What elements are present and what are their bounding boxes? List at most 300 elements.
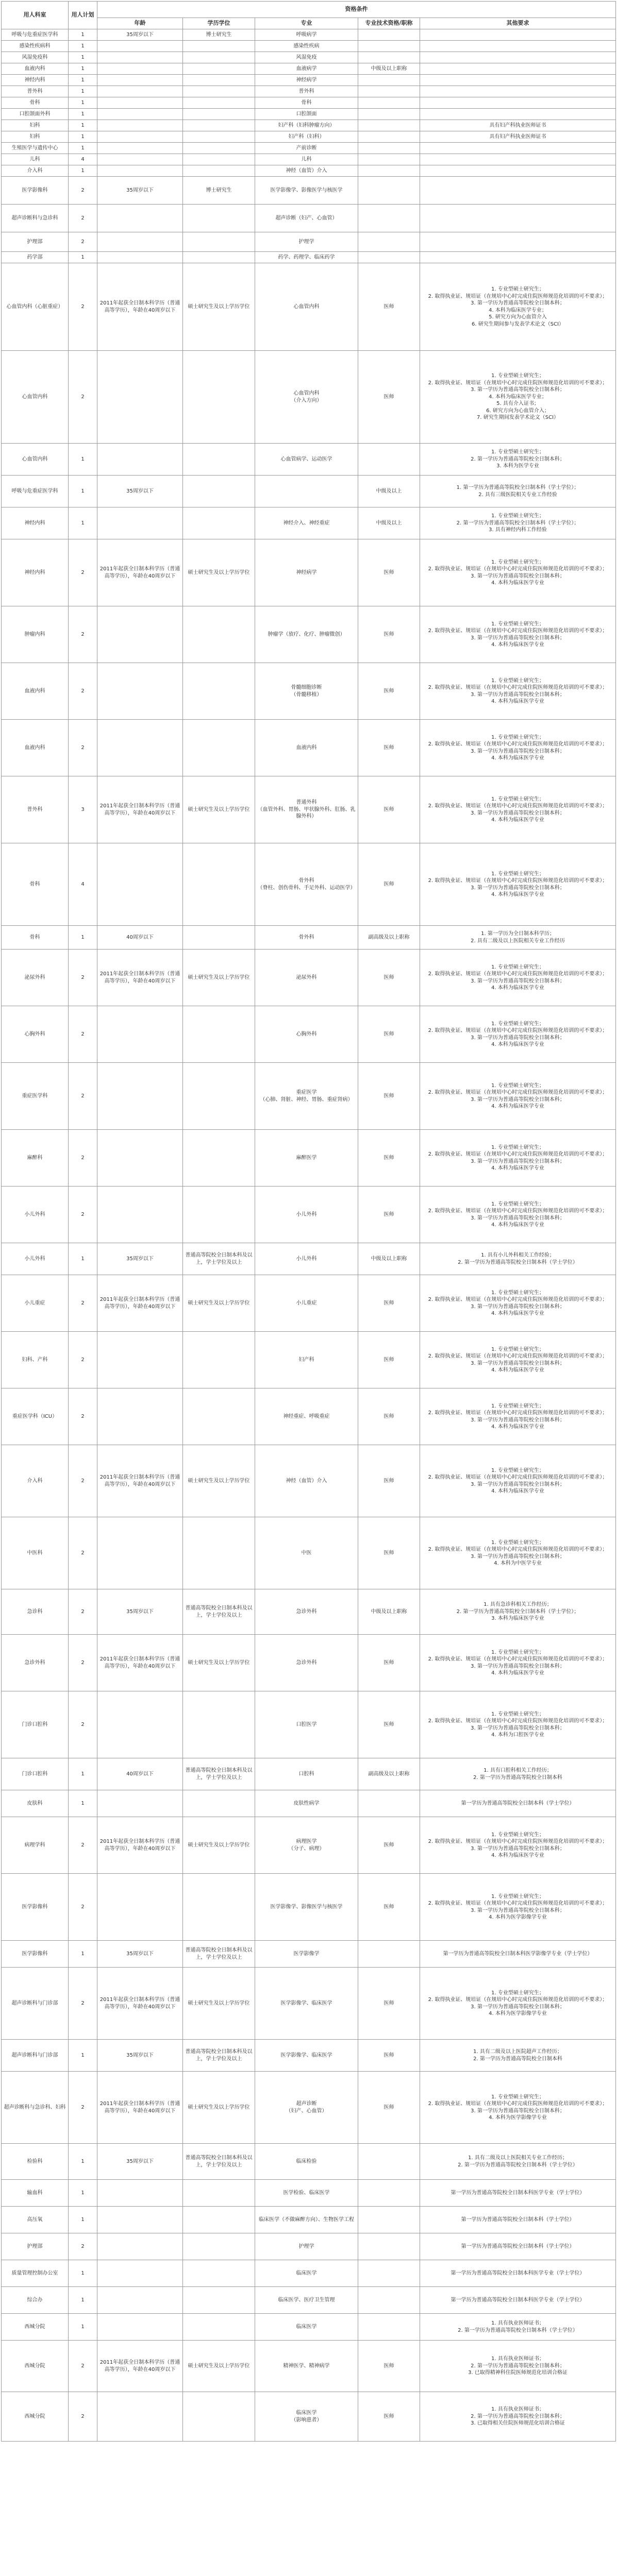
education-cell: [183, 1130, 255, 1187]
count-cell: 1: [69, 41, 97, 52]
age-cell: [97, 1388, 183, 1445]
table-row: [2, 2287, 616, 2314]
major-cell: 精神医学、精神病学: [255, 2341, 358, 2392]
age-cell: 2011年起获全日制本科学历（普通高等学历），年龄在40周岁以下: [97, 539, 183, 606]
table-row: [2, 154, 616, 165]
major-cell: 心血管内科: [255, 263, 358, 351]
count-cell: 1: [69, 1790, 97, 1817]
table-row: [2, 663, 616, 720]
other-cell: 1. 专业型硕士研究生； 2. 取得执业证、规培证（在规培中心时完成住院医师规范化培训的可不要求）； 3. 第一学历为普通高等院校全日制本科； 4. 本科为临床医学专业； 5. 研究方向为心血管介入 6. 研究生期间参与发表学术论文（SCI）: [420, 263, 616, 351]
major-cell: 中医: [255, 1517, 358, 1589]
education-cell: [183, 351, 255, 444]
table-row: [2, 606, 616, 663]
dept-cell: 儿科: [2, 154, 69, 165]
major-cell: 临床医学 （影响患者）: [255, 2392, 358, 2442]
major-cell: 临床医学: [255, 2314, 358, 2341]
education-cell: [183, 2207, 255, 2233]
age-cell: [97, 75, 183, 86]
count-cell: 2: [69, 1445, 97, 1517]
age-cell: 35周岁以下: [97, 177, 183, 205]
table-row: [2, 177, 616, 205]
table-row: [2, 1589, 616, 1635]
education-cell: 硕士研究生及以上学历学位: [183, 1445, 255, 1517]
count-cell: 1: [69, 131, 97, 143]
education-cell: 博士研究生: [183, 29, 255, 41]
title-cell: [358, 2180, 420, 2207]
education-cell: 硕士研究生及以上学历学位: [183, 1635, 255, 1691]
education-cell: 硕士研究生及以上学历学位: [183, 2072, 255, 2144]
education-cell: [183, 131, 255, 143]
major-cell: 口腔科: [255, 1758, 358, 1790]
education-cell: [183, 2180, 255, 2207]
major-cell: 急诊外科: [255, 1635, 358, 1691]
age-cell: [97, 41, 183, 52]
dept-cell: 超声诊断科与门诊部: [2, 1968, 69, 2040]
education-cell: [183, 2314, 255, 2341]
dept-cell: 麻醉科: [2, 1130, 69, 1187]
age-cell: [97, 1063, 183, 1130]
other-cell: [420, 29, 616, 41]
title-cell: [358, 1941, 420, 1968]
age-cell: [97, 252, 183, 263]
education-cell: [183, 1332, 255, 1388]
education-cell: [183, 232, 255, 252]
table-row: [2, 950, 616, 1006]
education-cell: [183, 444, 255, 476]
other-cell: 具有妇产科执业医师证书: [420, 120, 616, 131]
title-cell: [358, 29, 420, 41]
age-cell: [97, 52, 183, 63]
title-cell: 医师: [358, 1275, 420, 1332]
other-cell: 1. 具有急诊科相关工作经历； 2. 第一学历为普通高等院校全日制本科（学士学位）； 3. 本科为临床医学专业: [420, 1589, 616, 1635]
education-cell: [183, 1187, 255, 1243]
age-cell: [97, 606, 183, 663]
recruitment-table: [1, 1, 616, 2442]
table-row: [2, 539, 616, 606]
age-cell: [97, 2287, 183, 2314]
age-cell: [97, 109, 183, 120]
count-cell: 1: [69, 2040, 97, 2072]
age-cell: [97, 131, 183, 143]
major-cell: 小儿外科: [255, 1187, 358, 1243]
other-cell: [420, 75, 616, 86]
age-cell: 35周岁以下: [97, 1941, 183, 1968]
dept-cell: 重症医学科: [2, 1063, 69, 1130]
age-cell: 35周岁以下: [97, 2040, 183, 2072]
title-cell: [358, 154, 420, 165]
major-cell: 泌尿外科: [255, 950, 358, 1006]
title-cell: 医师: [358, 1691, 420, 1758]
major-cell: 感染性疾病: [255, 41, 358, 52]
table-row: [2, 1968, 616, 2040]
age-cell: 2011年起获全日制本科学历（普通高等学历），年龄在40周岁以下: [97, 2341, 183, 2392]
dept-cell: 护理部: [2, 232, 69, 252]
education-cell: 普通高等院校全日制本科及以上，学士学位及以上: [183, 1941, 255, 1968]
count-cell: 2: [69, 232, 97, 252]
header-age: 年龄: [97, 18, 183, 29]
other-cell: [420, 177, 616, 205]
age-cell: 40周岁以下: [97, 926, 183, 950]
age-cell: [97, 2260, 183, 2287]
title-cell: 医师: [358, 843, 420, 926]
table-row: [2, 2392, 616, 2442]
table-row: [2, 351, 616, 444]
count-cell: 2: [69, 2233, 97, 2260]
other-cell: 1. 具有二级及以上医院超声工作经历； 2. 第一学历为普通高等院校全日制本科: [420, 2040, 616, 2072]
title-cell: 医师: [358, 1130, 420, 1187]
major-cell: 妇产科（妇科肿瘤方向）: [255, 120, 358, 131]
major-cell: 产前诊断: [255, 143, 358, 154]
dept-cell: 神经内科: [2, 507, 69, 539]
education-cell: 硕士研究生及以上学历学位: [183, 263, 255, 351]
education-cell: [183, 120, 255, 131]
count-cell: 1: [69, 63, 97, 75]
other-cell: [420, 63, 616, 75]
table-row: [2, 926, 616, 950]
dept-cell: 普外科: [2, 776, 69, 843]
major-cell: 护理学: [255, 2233, 358, 2260]
education-cell: [183, 606, 255, 663]
table-row: [2, 120, 616, 131]
major-cell: 临床检验: [255, 2144, 358, 2180]
dept-cell: 神经内科: [2, 75, 69, 86]
age-cell: 35周岁以下: [97, 2144, 183, 2180]
count-cell: 2: [69, 1388, 97, 1445]
education-cell: [183, 476, 255, 507]
major-cell: 神经病学: [255, 75, 358, 86]
education-cell: 硕士研究生及以上学历学位: [183, 950, 255, 1006]
count-cell: 1: [69, 86, 97, 97]
age-cell: [97, 120, 183, 131]
age-cell: [97, 1790, 183, 1817]
education-cell: [183, 109, 255, 120]
count-cell: 2: [69, 351, 97, 444]
major-cell: 心血管病学、运动医学: [255, 444, 358, 476]
other-cell: 1. 专业型硕士研究生； 2. 取得执业证、规培证（在规培中心时完成住院医师规范化培训的可不要求）； 3. 第一学历为普通高等院校全日制本科； 4. 本科为医学影像学专业: [420, 1874, 616, 1941]
education-cell: [183, 1874, 255, 1941]
title-cell: [358, 2233, 420, 2260]
table-row: [2, 1006, 616, 1063]
count-cell: 1: [69, 2207, 97, 2233]
table-row: [2, 1874, 616, 1941]
table-row: [2, 1332, 616, 1388]
education-cell: [183, 86, 255, 97]
dept-cell: 超声诊断科与急诊科: [2, 205, 69, 232]
other-cell: 1. 专业型硕士研究生； 2. 取得执业证、规培证（在规培中心时完成住院医师规范化培训的可不要求）； 3. 第一学历为普通高等院校全日制本科； 4. 本科为医学影像学专业: [420, 1968, 616, 2040]
other-cell: 1. 专业型硕士研究生； 2. 第一学历为普通高等院校全日制本科（学士学位）； 3. 具有神经内科工作经验: [420, 507, 616, 539]
table-row: [2, 1691, 616, 1758]
age-cell: 2011年起获全日制本科学历（普通高等学历），年龄在40周岁以下: [97, 1635, 183, 1691]
title-cell: [358, 232, 420, 252]
dept-cell: 骨科: [2, 843, 69, 926]
age-cell: [97, 86, 183, 97]
table-row: [2, 2144, 616, 2180]
major-cell: 医学影像学: [255, 1941, 358, 1968]
table-row: [2, 2180, 616, 2207]
other-cell: 具有妇产科执业医师证书: [420, 131, 616, 143]
count-cell: 2: [69, 1517, 97, 1589]
table-row: [2, 444, 616, 476]
other-cell: 1. 具有小儿外科相关工作经验； 2. 第一学历为普通高等院校全日制本科（学士学位）: [420, 1243, 616, 1275]
title-cell: 医师: [358, 2040, 420, 2072]
header-title: 专业技术资格/职称: [358, 18, 420, 29]
major-cell: 普通外科 （血管外科、胃肠、甲状腺外科、肛肠、乳腺外科）: [255, 776, 358, 843]
title-cell: 医师: [358, 1332, 420, 1388]
age-cell: [97, 2314, 183, 2341]
count-cell: 1: [69, 29, 97, 41]
age-cell: [97, 1517, 183, 1589]
major-cell: 血液病学: [255, 63, 358, 75]
education-cell: [183, 663, 255, 720]
table-row: [2, 29, 616, 41]
table-row: [2, 131, 616, 143]
title-cell: 医师: [358, 1968, 420, 2040]
title-cell: [358, 252, 420, 263]
education-cell: [183, 843, 255, 926]
education-cell: 硕士研究生及以上学历学位: [183, 1968, 255, 2040]
title-cell: 医师: [358, 1187, 420, 1243]
count-cell: 1: [69, 926, 97, 950]
education-cell: 普通高等院校全日制本科及以上，学士学位及以上: [183, 1758, 255, 1790]
major-cell: 妇产科（妇科）: [255, 131, 358, 143]
age-cell: [97, 507, 183, 539]
other-cell: 1. 专业型硕士研究生； 2. 取得执业证、规培证（在规培中心时完成住院医师规范化培训的可不要求）； 3. 第一学历为普通高等院校全日制本科； 4. 本科为中医学专业: [420, 1517, 616, 1589]
dept-cell: 医学影像科: [2, 1874, 69, 1941]
age-cell: 35周岁以下: [97, 1243, 183, 1275]
count-cell: 2: [69, 539, 97, 606]
title-cell: 医师: [358, 950, 420, 1006]
other-cell: 1. 专业型硕士研究生； 2. 取得执业证、规培证（在规培中心时完成住院医师规范化培训的可不要求）； 3. 第一学历为普通高等院校全日制本科； 4. 本科为医学影像学专业: [420, 2072, 616, 2144]
education-cell: 硕士研究生及以上学历学位: [183, 2341, 255, 2392]
header-other: 其他要求: [420, 18, 616, 29]
age-cell: 35周岁以下: [97, 476, 183, 507]
age-cell: [97, 143, 183, 154]
major-cell: 普外科: [255, 86, 358, 97]
dept-cell: 心血管内科（心脏重症）: [2, 263, 69, 351]
title-cell: [358, 177, 420, 205]
other-cell: 1. 专业型硕士研究生； 2. 取得执业证、规培证（在规培中心时完成住院医师规范化培训的可不要求）； 3. 第一学历为普通高等院校全日制本科； 4. 本科为临床医学专业: [420, 1187, 616, 1243]
title-cell: [358, 2144, 420, 2180]
age-cell: 2011年起获全日制本科学历（普通高等学历），年龄在40周岁以下: [97, 2072, 183, 2144]
education-cell: [183, 2260, 255, 2287]
header-major: 专业: [255, 18, 358, 29]
education-cell: [183, 41, 255, 52]
other-cell: [420, 41, 616, 52]
education-cell: 硕士研究生及以上学历学位: [183, 1275, 255, 1332]
age-cell: [97, 663, 183, 720]
title-cell: [358, 109, 420, 120]
dept-cell: 医学影像科: [2, 1941, 69, 1968]
age-cell: [97, 444, 183, 476]
count-cell: 2: [69, 1968, 97, 2040]
table-row: [2, 2260, 616, 2287]
other-cell: 第一学历为普通高等院校全日制本科医学专业（学士学位）: [420, 2287, 616, 2314]
dept-cell: 呼吸与危重症医学科: [2, 476, 69, 507]
count-cell: 1: [69, 507, 97, 539]
dept-cell: 西城分院: [2, 2341, 69, 2392]
header-count: 用人计划: [69, 2, 97, 29]
table-row: [2, 2233, 616, 2260]
table-row: [2, 205, 616, 232]
dept-cell: 小儿重症: [2, 1275, 69, 1332]
major-cell: 重症医学 （心肺、肾脏、神经、胃肠、重症肾病）: [255, 1063, 358, 1130]
age-cell: [97, 351, 183, 444]
other-cell: 1. 具有口腔科相关工作经历； 2. 第一学历为普通高等院校全日制本科: [420, 1758, 616, 1790]
count-cell: 2: [69, 2341, 97, 2392]
count-cell: 1: [69, 1758, 97, 1790]
dept-cell: 血液内科: [2, 720, 69, 776]
other-cell: 1. 专业型硕士研究生； 2. 取得执业证、规培证（在规培中心时完成住院医师规范化培训的可不要求）； 3. 第一学历为普通高等院校全日制本科； 4. 本科为口腔医学专业: [420, 1691, 616, 1758]
table-row: [2, 1243, 616, 1275]
other-cell: 1. 专业型硕士研究生； 2. 取得执业证、规培证（在规培中心时完成住院医师规范化培训的可不要求）； 3. 第一学历为普通高等院校全日制本科； 4. 本科为临床医学专业: [420, 539, 616, 606]
count-cell: 2: [69, 2072, 97, 2144]
other-cell: 1. 专业型硕士研究生； 2. 取得执业证、规培证（在规培中心时完成住院医师规范化培训的可不要求）； 3. 第一学历为普通高等院校全日制本科； 4. 本科为临床医学专业: [420, 1275, 616, 1332]
other-cell: 1. 具有执业医师证书； 2. 第一学历为普通高等院校全日制本科（学士学位）: [420, 2314, 616, 2341]
count-cell: 1: [69, 75, 97, 86]
table-row: [2, 1275, 616, 1332]
title-cell: [358, 2314, 420, 2341]
major-cell: 神经重症、呼吸重症: [255, 1388, 358, 1445]
table-row: [2, 1790, 616, 1817]
major-cell: 麻醉医学: [255, 1130, 358, 1187]
major-cell: 护理学: [255, 232, 358, 252]
count-cell: 2: [69, 720, 97, 776]
title-cell: 医师: [358, 351, 420, 444]
count-cell: 1: [69, 252, 97, 263]
education-cell: 普通高等院校全日制本科及以上，学士学位及以上: [183, 2144, 255, 2180]
other-cell: 1. 专业型硕士研究生； 2. 取得执业证、规培证（在规培中心时完成住院医师规范化培训的可不要求）； 3. 第一学历为普通高等院校全日制本科； 4. 本科为临床医学专业: [420, 606, 616, 663]
education-cell: [183, 1006, 255, 1063]
major-cell: 皮肤性病学: [255, 1790, 358, 1817]
count-cell: 2: [69, 263, 97, 351]
count-cell: 1: [69, 165, 97, 177]
table-row: [2, 1063, 616, 1130]
title-cell: 中级及以上: [358, 507, 420, 539]
other-cell: 第一学历为普通高等院校全日制本科医学专业（学士学位）: [420, 2260, 616, 2287]
count-cell: 4: [69, 843, 97, 926]
other-cell: [420, 86, 616, 97]
age-cell: 2011年起获全日制本科学历（普通高等学历），年龄在40周岁以下: [97, 950, 183, 1006]
age-cell: 2011年起获全日制本科学历（普通高等学历），年龄在40周岁以下: [97, 1817, 183, 1874]
table-row: [2, 2040, 616, 2072]
dept-cell: 质量管理控制办公室: [2, 2260, 69, 2287]
count-cell: 2: [69, 1817, 97, 1874]
title-cell: 医师: [358, 1635, 420, 1691]
table-row: [2, 1758, 616, 1790]
dept-cell: 血液内科: [2, 663, 69, 720]
other-cell: 第一学历为普通高等院校全日制本科医学影像学专业（学士学位）: [420, 1941, 616, 1968]
education-cell: [183, 75, 255, 86]
education-cell: [183, 97, 255, 109]
age-cell: 35周岁以下: [97, 1589, 183, 1635]
age-cell: [97, 2392, 183, 2442]
dept-cell: 高压氧: [2, 2207, 69, 2233]
title-cell: [358, 2207, 420, 2233]
other-cell: [420, 232, 616, 252]
dept-cell: 小儿外科: [2, 1187, 69, 1243]
title-cell: [358, 444, 420, 476]
age-cell: [97, 843, 183, 926]
education-cell: [183, 507, 255, 539]
dept-cell: 普外科: [2, 86, 69, 97]
education-cell: [183, 52, 255, 63]
count-cell: 2: [69, 663, 97, 720]
education-cell: [183, 1517, 255, 1589]
title-cell: [358, 86, 420, 97]
count-cell: 1: [69, 120, 97, 131]
title-cell: 医师: [358, 1445, 420, 1517]
age-cell: 2011年起获全日制本科学历（普通高等学历），年龄在40周岁以下: [97, 263, 183, 351]
dept-cell: 口腔颌面外科: [2, 109, 69, 120]
age-cell: [97, 1874, 183, 1941]
major-cell: 儿科: [255, 154, 358, 165]
title-cell: 医师: [358, 606, 420, 663]
count-cell: 1: [69, 2144, 97, 2180]
education-cell: 硕士研究生及以上学历学位: [183, 776, 255, 843]
major-cell: 骨髓细胞诊断 （骨髓移植）: [255, 663, 358, 720]
title-cell: 医师: [358, 663, 420, 720]
other-cell: [420, 252, 616, 263]
other-cell: [420, 109, 616, 120]
education-cell: [183, 2392, 255, 2442]
title-cell: [358, 205, 420, 232]
count-cell: 4: [69, 154, 97, 165]
age-cell: [97, 63, 183, 75]
other-cell: 1. 专业型硕士研究生； 2. 取得执业证、规培证（在规培中心时完成住院医师规范化培训的可不要求）； 3. 第一学历为普通高等院校全日制本科； 4. 本科为临床医学专业: [420, 1063, 616, 1130]
major-cell: 血液内科: [255, 720, 358, 776]
dept-cell: 小儿外科: [2, 1243, 69, 1275]
age-cell: 2011年起获全日制本科学历（普通高等学历），年龄在40周岁以下: [97, 1445, 183, 1517]
major-cell: 病理医学 （分子、病理）: [255, 1817, 358, 1874]
count-cell: 2: [69, 1275, 97, 1332]
major-cell: 骨科: [255, 97, 358, 109]
title-cell: 医师: [358, 1006, 420, 1063]
dept-cell: 骨科: [2, 97, 69, 109]
dept-cell: 输血科: [2, 2180, 69, 2207]
dept-cell: 中医科: [2, 1517, 69, 1589]
age-cell: [97, 1187, 183, 1243]
header-row-1: [2, 2, 616, 18]
other-cell: 1. 专业型硕士研究生； 2. 取得执业证、规培证（在规培中心时完成住院医师规范化培训的可不要求）； 3. 第一学历为普通高等院校全日制本科； 4. 本科为临床医学专业； 5. 具有介入证书； 6. 研究方向为心血管介入； 7. 研究生期间发表学术论文（SCI）: [420, 351, 616, 444]
table-row: [2, 165, 616, 177]
count-cell: 1: [69, 109, 97, 120]
table-row: [2, 263, 616, 351]
major-cell: 骨外科 （脊柱、创伤骨科、手足外科、运动医学）: [255, 843, 358, 926]
count-cell: 2: [69, 205, 97, 232]
table-row: [2, 1388, 616, 1445]
count-cell: 1: [69, 143, 97, 154]
dept-cell: 妇科、产科: [2, 1332, 69, 1388]
header-conditions: 资格条件: [97, 2, 616, 18]
count-cell: 3: [69, 776, 97, 843]
dept-cell: 超声诊断科与门诊部: [2, 2040, 69, 2072]
table-row: [2, 843, 616, 926]
education-cell: 普通高等院校全日制本科及以上，学士学位及以上: [183, 1589, 255, 1635]
title-cell: 医师: [358, 539, 420, 606]
education-cell: [183, 165, 255, 177]
age-cell: [97, 154, 183, 165]
major-cell: 口腔颌面: [255, 109, 358, 120]
title-cell: 医师: [358, 1063, 420, 1130]
major-cell: 心血管内科 （介入方向）: [255, 351, 358, 444]
dept-cell: 门诊口腔科: [2, 1758, 69, 1790]
count-cell: 2: [69, 1063, 97, 1130]
table-row: [2, 232, 616, 252]
dept-cell: 西城分院: [2, 2314, 69, 2341]
count-cell: 1: [69, 2260, 97, 2287]
title-cell: 医师: [358, 1817, 420, 1874]
count-cell: 2: [69, 1635, 97, 1691]
